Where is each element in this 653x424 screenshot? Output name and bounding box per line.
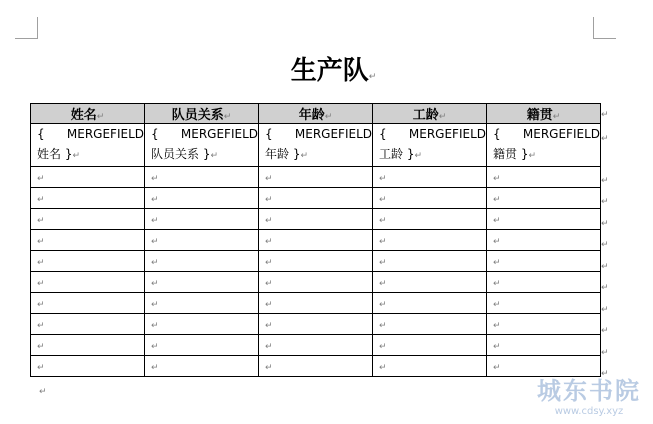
paragraph-mark: ↵: [265, 300, 273, 310]
paragraph-mark: ↵: [379, 174, 387, 184]
crop-mark-top-left-horizontal: [15, 38, 37, 39]
paragraph-mark: ↵: [368, 72, 377, 82]
merge-field-cell[interactable]: { MERGEFIELD 队员关系 }↵: [145, 124, 259, 167]
header-cell-name[interactable]: 姓名↵: [31, 104, 145, 124]
table-cell[interactable]: [259, 251, 373, 272]
paragraph-mark: ↵: [379, 321, 387, 331]
table-cell[interactable]: [145, 314, 259, 335]
paragraph-mark: ↵: [151, 237, 159, 247]
table-cell[interactable]: [259, 272, 373, 293]
table-cell[interactable]: [145, 272, 259, 293]
table-cell[interactable]: [259, 335, 373, 356]
paragraph-mark: ↵: [379, 363, 387, 373]
paragraph-mark: ↵: [37, 300, 45, 310]
header-cell-age[interactable]: 年龄↵: [259, 104, 373, 124]
paragraph-mark: ↵: [493, 216, 501, 226]
paragraph-mark: ↵: [379, 258, 387, 268]
end-of-row-mark: ↵: [601, 283, 609, 293]
header-cell-seniority[interactable]: 工龄↵: [373, 104, 487, 124]
end-of-row-mark: ↵: [601, 326, 609, 336]
title-text: 生产队: [290, 56, 369, 86]
table-cell[interactable]: [31, 356, 145, 377]
paragraph-mark: ↵: [265, 195, 273, 205]
table-cell[interactable]: [487, 335, 601, 356]
paragraph-mark: ↵: [151, 300, 159, 310]
document-title[interactable]: [0, 54, 653, 88]
merge-field-row: [31, 124, 601, 167]
paragraph-mark: ↵: [151, 342, 159, 352]
table-cell[interactable]: [487, 356, 601, 377]
paragraph-mark: ↵: [265, 237, 273, 247]
table-cell[interactable]: [373, 356, 487, 377]
table-cell[interactable]: [487, 272, 601, 293]
table-cell[interactable]: [145, 167, 259, 188]
table-cell[interactable]: [145, 251, 259, 272]
table-row: [31, 209, 601, 230]
table-cell[interactable]: [31, 272, 145, 293]
table-cell[interactable]: [145, 335, 259, 356]
end-of-row-mark: ↵: [601, 348, 609, 358]
paragraph-mark: ↵: [493, 363, 501, 373]
table-row: [31, 335, 601, 356]
table-cell[interactable]: [487, 167, 601, 188]
table-cell[interactable]: [145, 356, 259, 377]
watermark-name: 城东书院: [537, 377, 641, 405]
table-cell[interactable]: [259, 356, 373, 377]
end-paragraph-mark: ↵: [39, 387, 47, 397]
paragraph-mark: ↵: [265, 174, 273, 184]
paragraph-mark: ↵: [493, 258, 501, 268]
table-cell[interactable]: [373, 272, 487, 293]
end-of-row-mark: ↵: [601, 176, 609, 186]
table-cell[interactable]: [373, 167, 487, 188]
paragraph-mark: ↵: [493, 237, 501, 247]
paragraph-mark: ↵: [37, 363, 45, 373]
paragraph-mark: ↵: [151, 279, 159, 289]
paragraph-mark: ↵: [379, 279, 387, 289]
paragraph-mark: ↵: [265, 258, 273, 268]
paragraph-mark: ↵: [265, 342, 273, 352]
paragraph-mark: ↵: [37, 195, 45, 205]
paragraph-mark: ↵: [151, 216, 159, 226]
table-cell[interactable]: [259, 188, 373, 209]
paragraph-mark: ↵: [151, 363, 159, 373]
table-cell[interactable]: [31, 230, 145, 251]
table-cell[interactable]: [145, 188, 259, 209]
end-of-row-mark: ↵: [601, 134, 609, 144]
table-cell[interactable]: [373, 251, 487, 272]
merge-field-cell[interactable]: { MERGEFIELD 年龄 }↵: [259, 124, 373, 167]
paragraph-mark: ↵: [493, 342, 501, 352]
table-row: [31, 356, 601, 377]
table-cell[interactable]: [487, 188, 601, 209]
paragraph-mark: ↵: [379, 300, 387, 310]
table-cell[interactable]: [259, 314, 373, 335]
crop-mark-top-left-vertical: [37, 17, 38, 39]
table-cell[interactable]: [487, 209, 601, 230]
merge-field-cell[interactable]: { MERGEFIELD 工龄 }↵: [373, 124, 487, 167]
table-cell[interactable]: [145, 293, 259, 314]
table-cell[interactable]: [373, 314, 487, 335]
table-cell[interactable]: [373, 188, 487, 209]
table-cell[interactable]: [31, 335, 145, 356]
paragraph-mark: ↵: [379, 237, 387, 247]
end-of-row-mark: ↵: [601, 110, 609, 120]
table-cell[interactable]: [373, 209, 487, 230]
table-cell[interactable]: [259, 230, 373, 251]
watermark-url: www.cdsy.xyz: [554, 406, 624, 417]
end-of-row-mark: ↵: [601, 197, 609, 207]
table-row: [31, 272, 601, 293]
paragraph-mark: ↵: [37, 216, 45, 226]
end-of-row-mark: ↵: [601, 305, 609, 315]
table-row: [31, 167, 601, 188]
paragraph-mark: ↵: [493, 321, 501, 331]
paragraph-mark: ↵: [265, 321, 273, 331]
table-cell[interactable]: [259, 167, 373, 188]
table-row: [31, 314, 601, 335]
end-of-row-mark: ↵: [601, 219, 609, 229]
paragraph-mark: ↵: [379, 216, 387, 226]
merge-field-cell[interactable]: { MERGEFIELD 籍贯 }↵: [487, 124, 601, 167]
header-cell-relation[interactable]: 队员关系↵: [145, 104, 259, 124]
end-of-row-mark: ↵: [601, 240, 609, 250]
table-cell[interactable]: [487, 230, 601, 251]
end-of-row-mark: ↵: [601, 262, 609, 272]
table-cell[interactable]: [31, 167, 145, 188]
table-cell[interactable]: [31, 209, 145, 230]
table-cell[interactable]: [373, 230, 487, 251]
table-row: [31, 293, 601, 314]
crop-mark-top-right-vertical: [593, 17, 594, 39]
table-cell[interactable]: [259, 293, 373, 314]
table-cell[interactable]: [487, 293, 601, 314]
paragraph-mark: ↵: [265, 279, 273, 289]
merge-field-cell[interactable]: { MERGEFIELD 姓名 }↵: [31, 124, 145, 167]
paragraph-mark: ↵: [37, 258, 45, 268]
paragraph-mark: ↵: [379, 195, 387, 205]
paragraph-mark: ↵: [265, 363, 273, 373]
paragraph-mark: ↵: [151, 258, 159, 268]
paragraph-mark: ↵: [493, 279, 501, 289]
paragraph-mark: ↵: [37, 342, 45, 352]
paragraph-mark: ↵: [493, 174, 501, 184]
site-watermark: [528, 376, 650, 418]
table-cell[interactable]: [31, 188, 145, 209]
table-row: [31, 188, 601, 209]
mail-merge-table[interactable]: [30, 103, 601, 377]
paragraph-mark: ↵: [37, 321, 45, 331]
table-cell[interactable]: [487, 314, 601, 335]
paragraph-mark: ↵: [37, 174, 45, 184]
header-cell-hometown[interactable]: 籍贯↵: [487, 104, 601, 124]
paragraph-mark: ↵: [493, 195, 501, 205]
paragraph-mark: ↵: [151, 174, 159, 184]
table-row: [31, 251, 601, 272]
table-cell[interactable]: [373, 293, 487, 314]
paragraph-mark: ↵: [37, 279, 45, 289]
table-cell[interactable]: [373, 335, 487, 356]
table-cell[interactable]: [145, 209, 259, 230]
end-of-row-mark: ↵: [601, 369, 609, 379]
table-cell[interactable]: [31, 314, 145, 335]
table-cell[interactable]: [31, 293, 145, 314]
table-cell[interactable]: [31, 251, 145, 272]
paragraph-mark: ↵: [151, 195, 159, 205]
table-cell[interactable]: [487, 251, 601, 272]
paragraph-mark: ↵: [37, 237, 45, 247]
paragraph-mark: ↵: [151, 321, 159, 331]
table-cell[interactable]: [145, 230, 259, 251]
paragraph-mark: ↵: [379, 342, 387, 352]
paragraph-mark: ↵: [265, 216, 273, 226]
header-row: [31, 104, 601, 124]
paragraph-mark: ↵: [493, 300, 501, 310]
crop-mark-top-right-horizontal: [594, 38, 616, 39]
table-row: [31, 230, 601, 251]
table-cell[interactable]: [259, 209, 373, 230]
